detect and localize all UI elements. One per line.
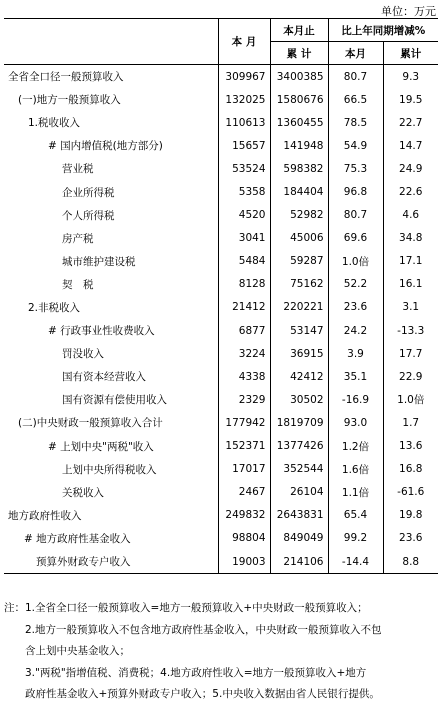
- row-growth-month: 23.6: [328, 296, 383, 319]
- row-growth-cumulative: 16.1: [383, 273, 438, 296]
- row-cumulative-value: 214106: [270, 550, 328, 574]
- row-growth-month: 78.5: [328, 111, 383, 134]
- row-growth-cumulative: 8.8: [383, 550, 438, 574]
- row-cumulative-value: 220221: [270, 296, 328, 319]
- row-cumulative-value: 1819709: [270, 411, 328, 434]
- row-month-value: 132025: [218, 88, 270, 111]
- row-growth-month: 52.2: [328, 273, 383, 296]
- header-growth-month: 本月: [328, 42, 383, 65]
- row-growth-cumulative: 3.1: [383, 296, 438, 319]
- row-month-value: 17017: [218, 458, 270, 481]
- table-row: [4, 527, 438, 550]
- row-label: # 地方政府性基金收入: [24, 532, 131, 545]
- row-growth-month: 96.8: [328, 180, 383, 203]
- row-growth-cumulative: 24.9: [383, 157, 438, 180]
- row-growth-month: 35.1: [328, 365, 383, 388]
- row-label: 城市维护建设税: [62, 255, 136, 268]
- row-growth-month: -16.9: [328, 388, 383, 411]
- table-row: [4, 296, 438, 319]
- header-growth: 比上年同期增减%: [328, 19, 438, 42]
- row-month-value: 98804: [218, 527, 270, 550]
- row-growth-cumulative: 22.7: [383, 111, 438, 134]
- row-month-value: 6877: [218, 319, 270, 342]
- row-cumulative-value: 59287: [270, 250, 328, 273]
- row-label: 全省全口径一般预算收入: [8, 71, 124, 84]
- row-growth-cumulative: 22.6: [383, 180, 438, 203]
- row-label: 契 税: [62, 278, 94, 291]
- unit-label: 单位：万元: [381, 5, 436, 18]
- row-month-value: 19003: [218, 550, 270, 574]
- row-label: 国有资本经营收入: [62, 371, 146, 384]
- row-growth-month: -14.4: [328, 550, 383, 574]
- table-row: [4, 111, 438, 134]
- note-line: 政府性基金收入+预算外财政专户收入；5.中央收入数据由省人民银行提供。: [4, 688, 380, 700]
- row-month-value: 2329: [218, 388, 270, 411]
- row-growth-cumulative: 16.8: [383, 458, 438, 481]
- table-row: [4, 180, 438, 203]
- table-row: [4, 134, 438, 157]
- row-growth-month: 80.7: [328, 204, 383, 227]
- table-row: [4, 204, 438, 227]
- row-growth-month: 1.0倍: [328, 250, 383, 273]
- row-cumulative-value: 52982: [270, 204, 328, 227]
- row-growth-month: 54.9: [328, 134, 383, 157]
- row-growth-month: 66.5: [328, 88, 383, 111]
- note-line: 2.地方一般预算收入不包含地方政府性基金收入，中央财政一般预算收入不包: [4, 623, 382, 636]
- row-label: # 上划中央"两税"收入: [48, 440, 154, 453]
- row-month-value: 3041: [218, 227, 270, 250]
- row-growth-cumulative: 9.3: [383, 65, 438, 89]
- table-row: [4, 227, 438, 250]
- row-growth-month: 99.2: [328, 527, 383, 550]
- row-cumulative-value: 45006: [270, 227, 328, 250]
- row-cumulative-value: 30502: [270, 388, 328, 411]
- row-label: 2.非税收入: [28, 301, 81, 314]
- row-cumulative-value: 3400385: [270, 65, 328, 89]
- row-month-value: 309967: [218, 65, 270, 89]
- row-month-value: 3224: [218, 342, 270, 365]
- row-growth-cumulative: 1.7: [383, 411, 438, 434]
- row-month-value: 53524: [218, 157, 270, 180]
- row-month-value: 4520: [218, 204, 270, 227]
- note-line: 注：1.全省全口径一般预算收入=地方一般预算收入+中央财政一般预算收入；: [4, 602, 368, 614]
- row-growth-cumulative: 23.6: [383, 527, 438, 550]
- table-row: [4, 365, 438, 388]
- row-label: # 国内增值税(地方部分): [48, 140, 163, 153]
- row-label: (一)地方一般预算收入: [18, 94, 121, 107]
- row-label: 预算外财政专户收入: [4, 550, 218, 574]
- table-row: [4, 65, 438, 89]
- row-growth-month: 3.9: [328, 342, 383, 365]
- note-line: 含上划中央基金收入；: [4, 645, 130, 657]
- row-growth-cumulative: 19.8: [383, 504, 438, 527]
- row-month-value: 5484: [218, 250, 270, 273]
- row-cumulative-value: 53147: [270, 319, 328, 342]
- row-month-value: 177942: [218, 411, 270, 434]
- row-label: 房产税: [62, 232, 94, 245]
- table-row: [4, 504, 438, 527]
- header-cumulative-top: 本月止: [270, 19, 328, 42]
- row-cumulative-value: 184404: [270, 180, 328, 203]
- row-growth-month: 1.1倍: [328, 481, 383, 504]
- row-label: 罚没收入: [62, 348, 104, 361]
- row-growth-cumulative: 22.9: [383, 365, 438, 388]
- row-cumulative-value: 598382: [270, 157, 328, 180]
- row-cumulative-value: 42412: [270, 365, 328, 388]
- table-row: [4, 342, 438, 365]
- row-growth-cumulative: 34.8: [383, 227, 438, 250]
- row-label: (二)中央财政一般预算收入合计: [18, 417, 163, 430]
- row-month-value: 15657: [218, 134, 270, 157]
- row-month-value: 110613: [218, 111, 270, 134]
- row-growth-month: 75.3: [328, 157, 383, 180]
- row-cumulative-value: 26104: [270, 481, 328, 504]
- row-growth-month: 65.4: [328, 504, 383, 527]
- row-label: # 行政事业性收费收入: [48, 325, 155, 338]
- header-month: 本 月: [218, 19, 270, 65]
- row-label: 上划中央所得税收入: [62, 463, 157, 476]
- row-cumulative-value: 1360455: [270, 111, 328, 134]
- row-cumulative-value: 36915: [270, 342, 328, 365]
- row-label: 企业所得税: [62, 186, 115, 199]
- row-label: 关税收入: [62, 486, 104, 499]
- row-month-value: 21412: [218, 296, 270, 319]
- row-cumulative-value: 352544: [270, 458, 328, 481]
- row-cumulative-value: 1580676: [270, 88, 328, 111]
- table-row: [4, 88, 438, 111]
- row-growth-cumulative: 17.7: [383, 342, 438, 365]
- table-row: [4, 250, 438, 273]
- row-month-value: 4338: [218, 365, 270, 388]
- row-cumulative-value: 75162: [270, 273, 328, 296]
- table-row: [4, 411, 438, 434]
- row-label: 个人所得税: [62, 209, 115, 222]
- row-cumulative-value: 849049: [270, 527, 328, 550]
- revenue-table: [4, 18, 438, 574]
- row-growth-cumulative: -61.6: [383, 481, 438, 504]
- row-growth-cumulative: 4.6: [383, 204, 438, 227]
- row-growth-month: 80.7: [328, 65, 383, 89]
- note-line: 3."两税"指增值税、消费税；4.地方政府性收入=地方一般预算收入+地方: [4, 666, 367, 679]
- table-row: [4, 388, 438, 411]
- row-cumulative-value: 141948: [270, 134, 328, 157]
- row-month-value: 152371: [218, 435, 270, 458]
- row-label: 国有资源有偿使用收入: [62, 394, 167, 407]
- row-cumulative-value: 2643831: [270, 504, 328, 527]
- row-growth-month: 69.6: [328, 227, 383, 250]
- row-label: 地方政府性收入: [8, 509, 82, 522]
- row-growth-cumulative: 13.6: [383, 435, 438, 458]
- table-row: [4, 273, 438, 296]
- header-growth-cumulative: 累计: [383, 42, 438, 65]
- table-row: [4, 157, 438, 180]
- table-row: [4, 458, 438, 481]
- table-row: [4, 435, 438, 458]
- row-month-value: 2467: [218, 481, 270, 504]
- row-cumulative-value: 1377426: [270, 435, 328, 458]
- table-row: [4, 550, 438, 574]
- row-growth-month: 93.0: [328, 411, 383, 434]
- row-growth-cumulative: -13.3: [383, 319, 438, 342]
- row-growth-month: 1.6倍: [328, 458, 383, 481]
- row-growth-cumulative: 17.1: [383, 250, 438, 273]
- row-month-value: 249832: [218, 504, 270, 527]
- row-month-value: 8128: [218, 273, 270, 296]
- row-month-value: 5358: [218, 180, 270, 203]
- header-cumulative: 累 计: [270, 42, 328, 65]
- table-row: [4, 319, 438, 342]
- row-label: 营业税: [62, 163, 94, 176]
- row-label: 1.税收收入: [28, 117, 81, 130]
- row-growth-cumulative: 14.7: [383, 134, 438, 157]
- header-item-blank: [4, 19, 218, 65]
- row-growth-cumulative: 1.0倍: [383, 388, 438, 411]
- row-growth-month: 1.2倍: [328, 435, 383, 458]
- notes: [4, 598, 438, 706]
- row-growth-cumulative: 19.5: [383, 88, 438, 111]
- table-row: [4, 481, 438, 504]
- row-growth-month: 24.2: [328, 319, 383, 342]
